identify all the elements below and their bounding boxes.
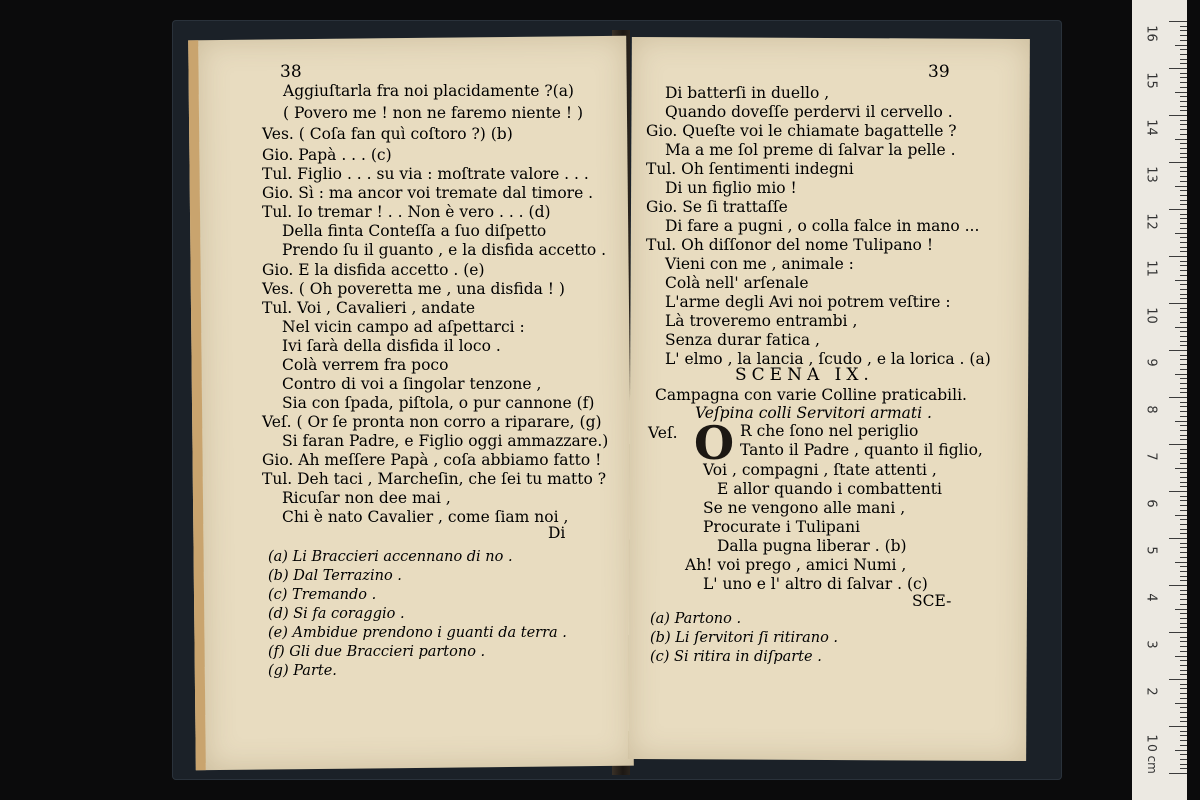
ruler-tick (1180, 435, 1187, 436)
ruler-tick (1180, 651, 1187, 652)
ruler-tick (1180, 665, 1187, 666)
ruler-label: 13 (1143, 166, 1159, 183)
ruler-tick (1175, 609, 1187, 610)
text-line: Tul. Oh diſſonor del nome Tulipano ! (646, 236, 934, 254)
ruler-tick (1180, 218, 1187, 219)
ruler-tick (1169, 773, 1187, 774)
ruler-tick (1180, 171, 1187, 172)
verse-line: Voi , compagni , ſtate attenti , (703, 461, 937, 479)
ruler-tick (1180, 392, 1187, 393)
ruler-label: 7 (1143, 452, 1159, 461)
verse-line: R che ſono nel periglio (740, 422, 919, 440)
ruler-tick (1180, 242, 1187, 243)
ruler-tick (1180, 740, 1187, 741)
ruler-tick (1169, 350, 1187, 351)
ruler-label: 14 (1143, 119, 1159, 136)
text-line: Ivi ſarà della disfida il loco . (282, 337, 501, 355)
ruler-tick (1180, 402, 1187, 403)
ruler-tick (1180, 533, 1187, 534)
ruler-tick (1180, 472, 1187, 473)
ruler-tick (1180, 411, 1187, 412)
ruler-tick (1180, 355, 1187, 356)
ruler-tick (1180, 458, 1187, 459)
footnote: (a) Li Braccieri accennano di no . (268, 549, 513, 565)
ruler-tick (1180, 416, 1187, 417)
ruler-tick (1180, 388, 1187, 389)
ruler-tick (1180, 312, 1187, 313)
ruler-tick (1180, 613, 1187, 614)
ruler-tick (1169, 585, 1187, 586)
ruler-tick (1180, 101, 1187, 102)
text-line: Tul. Oh ſentimenti indegni (646, 160, 854, 178)
ruler-tick (1180, 425, 1187, 426)
ruler-tick (1169, 679, 1187, 680)
ruler-tick (1169, 115, 1187, 116)
verse-line: Se ne vengono alle mani , (703, 499, 906, 517)
ruler-tick (1169, 632, 1187, 633)
ruler-label: 6 (1143, 499, 1159, 508)
text-line: Ma a me ſol preme di ſalvar la pelle . (665, 141, 956, 159)
ruler-tick (1180, 449, 1187, 450)
ruler-tick (1180, 148, 1187, 149)
ruler-tick (1180, 30, 1187, 31)
ruler-unit-label: 0 cm (1145, 744, 1159, 774)
ruler-tick (1180, 77, 1187, 78)
ruler-tick (1180, 26, 1187, 27)
ruler-tick (1180, 359, 1187, 360)
text-line: Senza durar fatica , (665, 331, 820, 349)
text-line: ( Povero me ! non ne faremo niente ! ) (283, 104, 584, 122)
ruler-label: 15 (1143, 72, 1159, 89)
ruler-tick (1180, 524, 1187, 525)
ruler-tick (1180, 261, 1187, 262)
ruler-tick (1169, 444, 1187, 445)
ruler-label: 11 (1143, 260, 1159, 277)
ruler-label: 2 (1143, 687, 1159, 696)
ruler-label: 5 (1143, 546, 1159, 555)
ruler-tick (1180, 764, 1187, 765)
ruler-tick (1180, 707, 1187, 708)
ruler-tick (1180, 543, 1187, 544)
verse-line: Ah! voi prego , amici Numi , (685, 556, 907, 574)
measuring-ruler (1132, 0, 1187, 800)
ruler-label: 8 (1143, 405, 1159, 414)
text-line: Di fare a pugni , o colla falce in mano ... (665, 217, 980, 235)
ruler-tick (1180, 693, 1187, 694)
ruler-tick (1175, 750, 1187, 751)
ruler-tick (1180, 129, 1187, 130)
ruler-tick (1180, 486, 1187, 487)
ruler-tick (1180, 627, 1187, 628)
left-page-number: 38 (280, 62, 302, 82)
ruler-tick (1180, 745, 1187, 746)
ruler-tick (1169, 21, 1187, 22)
text-line: Tul. Io tremar ! . . Non è vero . . . (d) (262, 203, 551, 221)
text-line: Veſ. ( Or ſe pronta non corro a riparare, (g) (262, 413, 602, 431)
footnote: (g) Parte. (268, 663, 337, 679)
catchword: SCE- (912, 592, 952, 610)
ruler-label: 12 (1143, 213, 1159, 230)
ruler-tick (1180, 167, 1187, 168)
ruler-tick (1180, 482, 1187, 483)
ruler-tick (1180, 670, 1187, 671)
ruler-tick (1180, 637, 1187, 638)
ruler-tick (1180, 552, 1187, 553)
ruler-tick (1180, 228, 1187, 229)
ruler-tick (1180, 754, 1187, 755)
ruler-tick (1180, 49, 1187, 50)
ruler-tick (1169, 397, 1187, 398)
ruler-tick (1180, 688, 1187, 689)
ruler-tick (1180, 284, 1187, 285)
text-line: Quando doveſſe perdervi il cervello . (665, 103, 953, 121)
ruler-tick (1180, 364, 1187, 365)
ruler-tick (1169, 209, 1187, 210)
catchword: Di (548, 524, 566, 542)
text-line: Di batterſi in duello , (665, 84, 830, 102)
ruler-tick (1175, 374, 1187, 375)
ruler-label: 9 (1143, 358, 1159, 367)
ruler-tick (1175, 515, 1187, 516)
ruler-tick (1180, 646, 1187, 647)
text-line: Tul. Figlio . . . su via : moſtrate valore . . . (262, 165, 589, 183)
text-line: Della finta Conteſſa a ſuo diſpetto (282, 222, 547, 240)
ruler-tick (1175, 327, 1187, 328)
ruler-tick (1180, 430, 1187, 431)
text-line: Gio. E la disfida accetto . (e) (262, 261, 485, 279)
ruler-tick (1180, 289, 1187, 290)
ruler-tick (1180, 200, 1187, 201)
ruler-tick (1180, 684, 1187, 685)
ruler-label: 1 (1143, 734, 1159, 743)
ruler-tick (1180, 463, 1187, 464)
ruler-tick (1180, 453, 1187, 454)
ruler-tick (1180, 571, 1187, 572)
ruler-tick (1169, 68, 1187, 69)
text-line: Gio. Papà . . . (c) (262, 146, 392, 164)
ruler-tick (1180, 251, 1187, 252)
ruler-tick (1180, 641, 1187, 642)
ruler-tick (1175, 186, 1187, 187)
ruler-tick (1180, 35, 1187, 36)
ruler-tick (1180, 477, 1187, 478)
ruler-tick (1169, 303, 1187, 304)
ruler-tick (1175, 92, 1187, 93)
ruler-tick (1175, 562, 1187, 563)
ruler-tick (1180, 54, 1187, 55)
ruler-tick (1180, 369, 1187, 370)
ruler-tick (1175, 656, 1187, 657)
ruler-tick (1180, 82, 1187, 83)
footnote: (f) Gli due Braccieri partono . (268, 644, 486, 660)
text-line: Ves. ( Oh poveretta me , una disfida ! ) (262, 280, 565, 298)
ruler-tick (1180, 275, 1187, 276)
ruler-tick (1180, 660, 1187, 661)
ruler-tick (1180, 96, 1187, 97)
footnote: (e) Ambidue prendono i guanti da terra . (268, 625, 567, 641)
ruler-tick (1180, 73, 1187, 74)
ruler-tick (1180, 604, 1187, 605)
scene-characters: Veſpina colli Servitori armati . (695, 404, 932, 422)
ruler-tick (1169, 538, 1187, 539)
text-line: Si faran Padre, e Figlio oggi ammazzare.) (282, 432, 609, 450)
text-line: Nel vicin campo ad aſpettarci : (282, 318, 525, 336)
text-line: Vieni con me , animale : (665, 255, 854, 273)
text-line: Prendo ſu il guanto , e la disfida accetto . (282, 241, 607, 259)
ruler-tick (1180, 247, 1187, 248)
footnote: (c) Tremando . (268, 587, 377, 603)
ruler-tick (1180, 510, 1187, 511)
verse-line: L' uno e l' altro di ſalvar . (c) (703, 575, 928, 593)
drop-cap: O (694, 416, 735, 470)
ruler-tick (1175, 703, 1187, 704)
ruler-tick (1180, 120, 1187, 121)
ruler-tick (1180, 731, 1187, 732)
ruler-label: 16 (1143, 25, 1159, 42)
ruler-tick (1180, 298, 1187, 299)
ruler-tick (1180, 190, 1187, 191)
ruler-tick (1180, 110, 1187, 111)
ruler-tick (1180, 594, 1187, 595)
ruler-tick (1180, 308, 1187, 309)
ruler-tick (1180, 40, 1187, 41)
ruler-tick (1180, 618, 1187, 619)
verse-line: Procurate i Tulipani (703, 518, 861, 536)
text-line: Contro di voi a ſingolar tenzone , (282, 375, 542, 393)
ruler-tick (1180, 623, 1187, 624)
ruler-tick (1180, 143, 1187, 144)
text-line: Gio. Sì : ma ancor voi tremate dal timore . (262, 184, 594, 202)
ruler-tick (1180, 106, 1187, 107)
text-line: L' elmo , la lancia , ſcudo , e la lorica . (a) (665, 350, 991, 368)
ruler-tick (1180, 721, 1187, 722)
text-line: Di un figlio mio ! (665, 179, 797, 197)
speaker-label: Veſ. (648, 424, 678, 442)
ruler-tick (1175, 233, 1187, 234)
verse-line: Tanto il Padre , quanto il figlio, (740, 441, 983, 459)
ruler-tick (1180, 698, 1187, 699)
ruler-tick (1180, 134, 1187, 135)
ruler-tick (1169, 162, 1187, 163)
footnote: (b) Dal Terrazino . (268, 568, 402, 584)
ruler-tick (1180, 265, 1187, 266)
scene-setting: Campagna con varie Colline praticabili. (655, 386, 967, 404)
text-line: L'arme degli Avi noi potrem veſtire : (665, 293, 951, 311)
ruler-tick (1180, 204, 1187, 205)
ruler-tick (1180, 547, 1187, 548)
ruler-tick (1169, 491, 1187, 492)
footnote: (b) Li ſervitori ſi ritirano . (650, 630, 839, 646)
ruler-tick (1180, 505, 1187, 506)
ruler-tick (1180, 317, 1187, 318)
ruler-tick (1180, 124, 1187, 125)
ruler-tick (1180, 87, 1187, 88)
ruler-tick (1180, 336, 1187, 337)
ruler-tick (1180, 63, 1187, 64)
ruler-tick (1180, 439, 1187, 440)
ruler-tick (1180, 214, 1187, 215)
text-line: Gio. Queſte voi le chiamate bagattelle ? (646, 122, 957, 140)
ruler-tick (1180, 237, 1187, 238)
ruler-tick (1180, 529, 1187, 530)
ruler-tick (1175, 468, 1187, 469)
footnote: (d) Si fa coraggio . (268, 606, 405, 622)
ruler-tick (1180, 590, 1187, 591)
ruler-tick (1180, 59, 1187, 60)
ruler-tick (1180, 519, 1187, 520)
scene-heading: SCENA IX. (735, 365, 874, 385)
ruler-tick (1175, 280, 1187, 281)
ruler-tick (1180, 341, 1187, 342)
ruler-tick (1180, 195, 1187, 196)
text-line: Aggiuſtarla fra noi placidamente ?(a) (283, 82, 574, 100)
ruler-tick (1175, 421, 1187, 422)
ruler-tick (1180, 331, 1187, 332)
text-line: Tul. Voi , Cavalieri , andate (262, 299, 476, 317)
text-line: Là troveremo entrambi , (665, 312, 858, 330)
ruler-tick (1180, 759, 1187, 760)
right-page-number: 39 (928, 62, 950, 82)
ruler-tick (1169, 256, 1187, 257)
text-line: Gio. Se ſi trattaſſe (646, 198, 788, 216)
ruler-tick (1175, 139, 1187, 140)
text-line: Gio. Ah meſſere Papà , coſa abbiamo fatto ! (262, 451, 602, 469)
text-line: Sia con ſpada, piſtola, o pur cannone (f) (282, 394, 595, 412)
ruler-tick (1180, 768, 1187, 769)
ruler-tick (1180, 712, 1187, 713)
text-line: Ves. ( Coſa fan quì coſtoro ?) (b) (262, 125, 513, 143)
text-line: Ricuſar non dee mai , (282, 489, 451, 507)
ruler-tick (1180, 322, 1187, 323)
text-line: Tul. Deh taci , Marcheſin, che ſei tu matto ? (262, 470, 607, 488)
ruler-label: 3 (1143, 640, 1159, 649)
ruler-tick (1180, 717, 1187, 718)
text-line: Colà verrem fra poco (282, 356, 449, 374)
ruler-tick (1180, 223, 1187, 224)
ruler-tick (1180, 153, 1187, 154)
ruler-tick (1180, 566, 1187, 567)
verse-line: E allor quando i combattenti (717, 480, 942, 498)
ruler-tick (1180, 496, 1187, 497)
ruler-tick (1180, 500, 1187, 501)
ruler-tick (1180, 580, 1187, 581)
ruler-tick (1180, 576, 1187, 577)
ruler-tick (1180, 599, 1187, 600)
verse-line: Dalla pugna liberar . (b) (717, 537, 907, 555)
ruler-tick (1180, 378, 1187, 379)
ruler-tick (1180, 406, 1187, 407)
ruler-tick (1180, 181, 1187, 182)
footnote: (a) Partono . (650, 611, 742, 627)
ruler-tick (1180, 674, 1187, 675)
ruler-tick (1175, 45, 1187, 46)
ruler-tick (1180, 383, 1187, 384)
text-line: Chi è nato Cavalier , come ſiam noi , (282, 508, 569, 526)
footnote: (c) Si ritira in diſparte . (650, 649, 822, 665)
ruler-tick (1180, 345, 1187, 346)
ruler-tick (1180, 176, 1187, 177)
ruler-tick (1180, 557, 1187, 558)
text-line: Colà nell' arſenale (665, 274, 809, 292)
ruler-label: 10 (1143, 307, 1159, 324)
ruler-label: 4 (1143, 593, 1159, 602)
ruler-tick (1180, 735, 1187, 736)
ruler-tick (1169, 726, 1187, 727)
ruler-tick (1180, 270, 1187, 271)
ruler-tick (1180, 294, 1187, 295)
ruler-tick (1180, 157, 1187, 158)
